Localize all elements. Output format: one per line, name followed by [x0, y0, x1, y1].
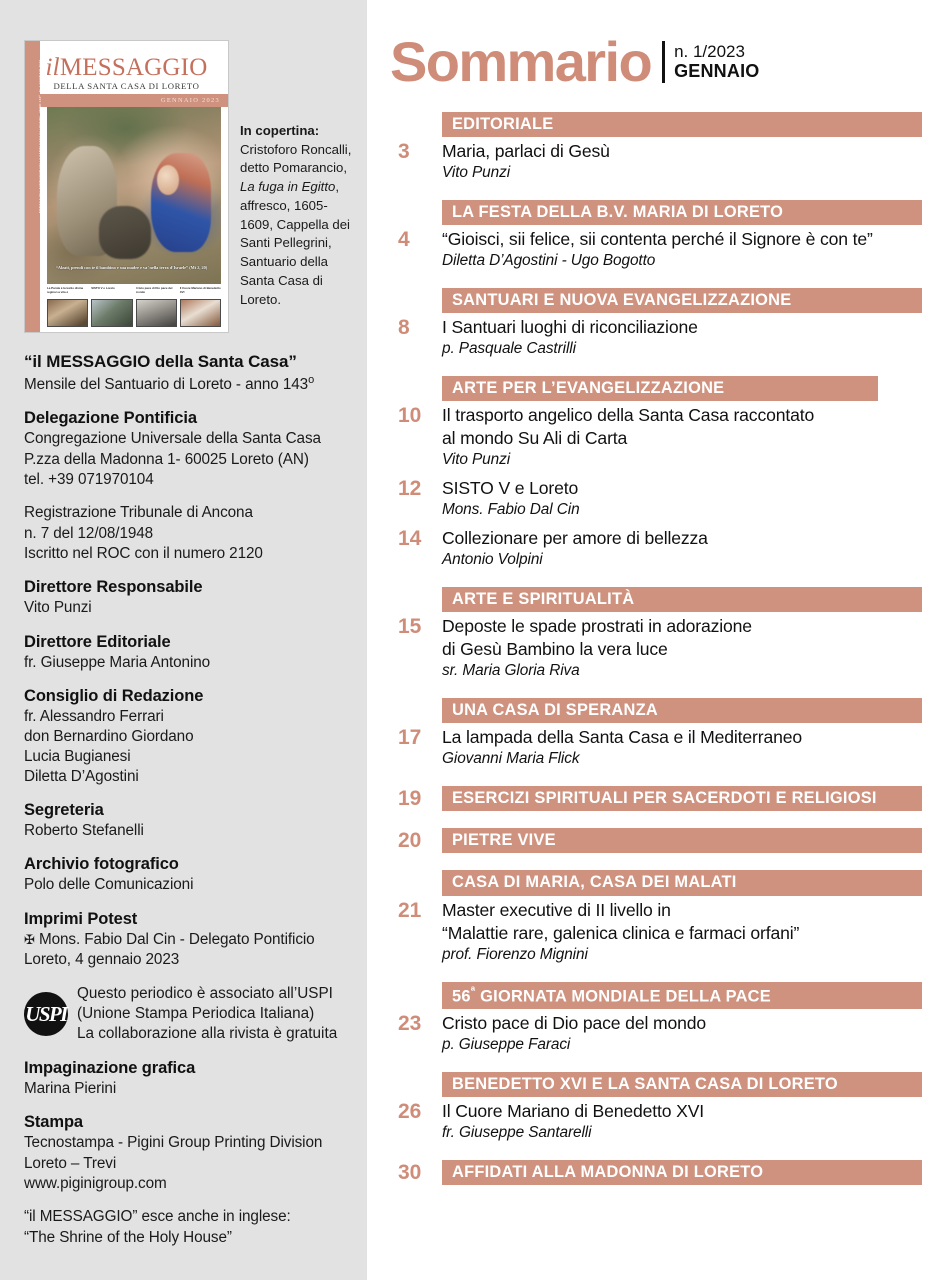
- layout-name: Marina Pierini: [24, 1079, 117, 1097]
- entry-author: prof. Fiorenzo Mignini: [442, 945, 588, 963]
- issue-month: GENNAIO: [674, 61, 760, 82]
- toc-section-header[interactable]: [390, 1072, 942, 1097]
- entry-title: al mondo Su Ali di Carta: [442, 427, 628, 448]
- toc-section-header[interactable]: [390, 1160, 942, 1185]
- table-of-contents: [390, 0, 942, 1280]
- section-title-bar: ARTE PER L’EVANGELIZZAZIONE: [442, 376, 878, 401]
- section-spacer: [390, 681, 942, 698]
- ordinal-suffix: ª: [470, 983, 476, 998]
- cover-thumbnail: [47, 287, 88, 327]
- colophon-registration-block: [24, 503, 354, 564]
- toc-section-header[interactable]: [390, 982, 942, 1010]
- cover-scripture-quote: “Alzati, prendi con te il bambino e sua madre e va’ nella terra d’Israele” (Mt 2, 20): [55, 265, 208, 271]
- entry-title: La lampada della Santa Casa e il Mediterraneo: [442, 727, 803, 748]
- entry-title: “Malattie rare, galenica clinica e farmaci orfani”: [442, 922, 800, 943]
- toc-entry[interactable]: [390, 1100, 942, 1143]
- toc-section-header[interactable]: [390, 200, 942, 225]
- cover-issue-date: GENNAIO 2023: [160, 97, 220, 104]
- layout-heading: Impaginazione grafica: [24, 1058, 196, 1077]
- toc-section-header[interactable]: [390, 698, 942, 723]
- toc-entry[interactable]: [390, 404, 942, 470]
- cover-thumbnail-caption: La Parola è la lectio divina regina La vita è: [47, 287, 84, 294]
- toc-section-header[interactable]: [390, 786, 942, 811]
- entry-spacer: [390, 520, 942, 527]
- printer-line-1: Tecnostampa - Pigini Group Printing Division: [24, 1134, 323, 1152]
- delegation-phone: tel. +39 071970104: [24, 470, 154, 488]
- toc-section-header[interactable]: [390, 587, 942, 612]
- cover-thumbnail-strip: [25, 284, 228, 332]
- editorial-board-member: fr. Alessandro Ferrari: [24, 708, 164, 726]
- section-spacer: [390, 965, 942, 982]
- colophon-managing-director-block: [24, 577, 354, 618]
- section-title-bar: BENEDETTO XVI E LA SANTA CASA DI LORETO: [442, 1072, 922, 1097]
- printer-line-2: Loreto – Trevi: [24, 1154, 117, 1172]
- header-divider: [662, 41, 665, 83]
- section-page-number: [390, 698, 442, 699]
- cover-spine: [25, 41, 40, 332]
- entry-title: SISTO V e Loreto: [442, 478, 579, 499]
- toc-section-header[interactable]: [390, 112, 942, 137]
- cover-thumbnail-image: [47, 299, 88, 327]
- entry-page-number: 10: [398, 403, 422, 427]
- entry-body: [442, 1012, 942, 1055]
- entry-title: Master executive di II livello in: [442, 899, 671, 920]
- colophon-layout-block: [24, 1058, 354, 1099]
- section-spacer: [390, 570, 942, 587]
- cover-spine-text: MENSILE DEL SANTUARIO DELLA SANTA CASA DI LORETO · ANNO 143º · N. 1 GENNAIO 2023: [38, 59, 42, 213]
- section-page-number: [390, 288, 442, 289]
- issue-info: [674, 36, 759, 81]
- english-edition-line-1: “il MESSAGGIO” esce anche in inglese:: [24, 1208, 291, 1226]
- colophon-delegation-block: [24, 408, 354, 490]
- cover-thumbnail: [91, 287, 132, 327]
- uspi-logo-text: USPI: [25, 1001, 67, 1026]
- section-spacer: [390, 271, 942, 288]
- cover-masthead-il: il: [45, 54, 60, 81]
- editorial-director-name: fr. Giuseppe Maria Antonino: [24, 653, 211, 671]
- toc-section-header[interactable]: [390, 376, 942, 401]
- cover-caption: [240, 122, 352, 309]
- cover-thumbnail-image: [180, 299, 221, 327]
- toc-entry[interactable]: [390, 899, 942, 965]
- delegation-heading: Delegazione Pontificia: [24, 409, 197, 428]
- section-title-bar: UNA CASA DI SPERANZA: [442, 698, 922, 723]
- entry-author: Giovanni Maria Flick: [442, 750, 580, 768]
- entry-page-number: 12: [398, 477, 422, 501]
- cover-issue-band: [25, 94, 228, 107]
- uspi-line-3: La collaborazione alla rivista è gratuita: [77, 1025, 338, 1043]
- cover-masthead: [25, 41, 228, 91]
- uspi-block: [24, 984, 354, 1045]
- toc-entry[interactable]: [390, 228, 942, 271]
- cover-thumbnail-caption: Cristo pace di Dio pace del mondo: [135, 287, 173, 294]
- entry-spacer: [390, 470, 942, 477]
- section-page-number: [390, 870, 442, 871]
- magazine-cover: [24, 40, 229, 333]
- section-page-number: [390, 1072, 442, 1073]
- entry-page-number: 21: [398, 898, 422, 922]
- section-title-bar: $56^ª$ GIORNATA MONDIALE DELLA PACE: [442, 982, 922, 1010]
- cover-caption-artwork-title: La fuga in Egitto: [240, 179, 336, 195]
- entry-author: Mons. Fabio Dal Cin: [442, 501, 580, 519]
- managing-director-heading: Direttore Responsabile: [24, 578, 203, 597]
- colophon-title: “il MESSAGGIO della Santa Casa”: [24, 352, 297, 371]
- cover-thumbnail-caption: SISTO V e Loreto: [91, 287, 115, 290]
- entry-page-number: 8: [398, 315, 410, 339]
- entry-body: [442, 899, 942, 965]
- entry-title: Cristo pace di Dio pace del mondo: [442, 1013, 706, 1034]
- colophon-imprimatur-block: [24, 909, 354, 971]
- toc-entry[interactable]: [390, 726, 942, 769]
- entry-author: p. Pasquale Castrilli: [442, 339, 576, 357]
- uspi-line-1: Questo periodico è associato all’USPI: [77, 984, 333, 1002]
- toc-header: [390, 0, 942, 93]
- entry-page-number: 23: [398, 1012, 422, 1036]
- entry-title: Collezionare per amore di bellezza: [442, 528, 708, 549]
- section-title-bar: SANTUARI E NUOVA EVANGELIZZAZIONE: [442, 288, 922, 313]
- entry-author: p. Giuseppe Faraci: [442, 1036, 571, 1054]
- toc-entry[interactable]: [390, 527, 942, 570]
- colophon-photo-archive-block: [24, 854, 354, 895]
- delegation-line-1: Congregazione Universale della Santa Casa: [24, 430, 321, 448]
- printer-heading: Stampa: [24, 1113, 84, 1132]
- entry-author: Vito Punzi: [442, 163, 511, 181]
- entry-author: Vito Punzi: [442, 451, 511, 469]
- entry-page-number: 17: [398, 726, 422, 750]
- entry-title: I Santuari luoghi di riconciliazione: [442, 316, 698, 337]
- colophon-subtitle: [24, 373, 354, 395]
- toc-section-header[interactable]: [390, 828, 942, 853]
- colophon-printer-block: [24, 1112, 354, 1194]
- section-page-number: [390, 982, 442, 983]
- entry-body: [442, 140, 942, 183]
- toc-entry[interactable]: [390, 140, 942, 183]
- secretariat-name: Roberto Stefanelli: [24, 821, 144, 839]
- cover-artwork: [47, 107, 221, 284]
- colophon-sidebar: [0, 0, 367, 1280]
- entry-page-number: 26: [398, 1100, 422, 1124]
- section-spacer: [390, 1055, 942, 1072]
- entry-author: fr. Giuseppe Santarelli: [442, 1124, 592, 1142]
- cover-thumbnail: [180, 287, 221, 327]
- entry-title: Deposte le spade prostrati in adorazione: [442, 616, 752, 637]
- section-page-number: 20: [398, 829, 422, 853]
- section-title-bar: EDITORIALE: [442, 112, 922, 137]
- page-title: Sommario: [390, 30, 652, 93]
- cover-thumbnail: [136, 287, 177, 327]
- section-page-number: 30: [398, 1161, 422, 1185]
- registration-line-1: Registrazione Tribunale di Ancona: [24, 504, 253, 522]
- cover-masthead-title: [31, 55, 222, 80]
- editorial-board-heading: Consiglio di Redazione: [24, 687, 204, 706]
- entry-title: Il Cuore Mariano di Benedetto XVI: [442, 1101, 705, 1122]
- cover-masthead-subtitle: DELLA SANTA CASA DI LORETO: [53, 81, 200, 91]
- cover-caption-line2: , affresco, 1605-1609, Cappella dei Santi Pellegrini, Santuario della Santa Casa di Loreto.: [240, 179, 350, 307]
- section-spacer: [390, 853, 942, 870]
- section-title-bar: AFFIDATI ALLA MADONNA DI LORETO: [442, 1160, 922, 1185]
- secretariat-heading: Segreteria: [24, 800, 104, 819]
- entry-title: di Gesù Bambino la vera luce: [442, 639, 668, 660]
- colophon-subtitle-ordinal: o: [308, 373, 315, 386]
- section-page-number: 19: [398, 787, 422, 811]
- entry-body: [442, 477, 942, 520]
- section-spacer: [390, 359, 942, 376]
- entry-body: [442, 527, 942, 570]
- cover-caption-line1: Cristoforo Roncalli, detto Pomarancio,: [240, 141, 352, 176]
- managing-director-name: Vito Punzi: [24, 599, 92, 617]
- editorial-board-member: Lucia Bugianesi: [24, 748, 131, 766]
- printer-website[interactable]: www.piginigroup.com: [24, 1174, 167, 1192]
- colophon: [24, 351, 354, 1248]
- entry-page-number: 4: [398, 227, 410, 251]
- section-title-bar: PIETRE VIVE: [442, 828, 922, 853]
- section-page-number: [390, 376, 442, 377]
- editorial-director-heading: Direttore Editoriale: [24, 632, 171, 651]
- entry-author: Diletta D’Agostini - Ugo Bogotto: [442, 251, 656, 269]
- cover-thumbnail-image: [91, 299, 132, 327]
- entry-body: [442, 228, 942, 271]
- issue-number: n. 1/2023: [674, 42, 745, 61]
- section-title-bar: CASA DI MARIA, CASA DEI MALATI: [442, 870, 922, 895]
- imprimatur-heading: Imprimi Potest: [24, 909, 138, 928]
- section-page-number: [390, 587, 442, 588]
- colophon-english-edition-block: [24, 1207, 354, 1248]
- section-title-bar: ESERCIZI SPIRITUALI PER SACERDOTI E RELIGIOSI: [442, 786, 922, 811]
- colophon-secretariat-block: [24, 800, 354, 841]
- imprimatur-line-2: Loreto, 4 gennaio 2023: [24, 951, 180, 969]
- colophon-editorial-board-block: [24, 686, 354, 787]
- uspi-line-2: (Unione Stampa Periodica Italiana): [77, 1004, 315, 1022]
- entry-body: [442, 1100, 942, 1143]
- section-page-number: [390, 112, 442, 113]
- toc-section-header[interactable]: [390, 870, 942, 895]
- entry-author: sr. Maria Gloria Riva: [442, 662, 580, 680]
- section-spacer: [390, 1143, 942, 1160]
- entry-page-number: 3: [398, 139, 410, 163]
- uspi-text: [77, 984, 337, 1045]
- colophon-editorial-director-block: [24, 632, 354, 673]
- photo-archive-name: Polo delle Comunicazioni: [24, 876, 194, 894]
- cover-masthead-main: MESSAGGIO: [59, 54, 208, 81]
- cover-thumbnail-image: [136, 299, 177, 327]
- toc-entry[interactable]: [390, 1012, 942, 1055]
- entry-body: [442, 726, 942, 769]
- editorial-board-member: Diletta D’Agostini: [24, 768, 139, 785]
- colophon-masthead-block: [24, 351, 354, 395]
- toc-section-list: [390, 112, 942, 1186]
- section-title-bar: ARTE E SPIRITUALITÀ: [442, 587, 922, 612]
- section-title-bar: LA FESTA DELLA B.V. MARIA DI LORETO: [442, 200, 922, 225]
- section-spacer: [390, 811, 942, 828]
- delegation-line-2: P.zza della Madonna 1- 60025 Loreto (AN): [24, 450, 309, 468]
- section-spacer: [390, 769, 942, 786]
- colophon-subtitle-text: Mensile del Santuario di Loreto - anno 143: [24, 375, 309, 393]
- cover-caption-label: In copertina:: [240, 123, 320, 138]
- entry-page-number: 15: [398, 615, 422, 639]
- editorial-board-member: don Bernardino Giordano: [24, 728, 194, 746]
- toc-entry[interactable]: [390, 615, 942, 681]
- entry-body: [442, 404, 942, 470]
- entry-body: [442, 316, 942, 359]
- registration-line-2: n. 7 del 12/08/1948: [24, 524, 154, 542]
- imprimatur-line-1: [24, 930, 354, 950]
- entry-body: [442, 615, 942, 681]
- entry-author: Antonio Volpini: [442, 551, 543, 569]
- section-page-number: [390, 200, 442, 201]
- entry-title: Il trasporto angelico della Santa Casa raccontato: [442, 404, 815, 425]
- photo-archive-heading: Archivio fotografico: [24, 855, 179, 874]
- cover-figure-donkey: [99, 206, 151, 259]
- registration-line-3: Iscritto nel ROC con il numero 2120: [24, 545, 263, 563]
- entry-title: “Gioisci, sii felice, sii contenta perché il Signore è con te”: [442, 228, 873, 249]
- entry-title: Maria, parlaci di Gesù: [442, 140, 610, 161]
- toc-section-header[interactable]: [390, 288, 942, 313]
- toc-entry[interactable]: [390, 477, 942, 520]
- cover-thumbnail-caption: Il Cuore Mariano di Benedetto XVI: [179, 287, 221, 294]
- uspi-logo-icon: [24, 992, 68, 1036]
- cross-icon: ✠: [24, 931, 35, 947]
- toc-entry[interactable]: [390, 316, 942, 359]
- english-edition-line-2: “The Shrine of the Holy House”: [24, 1228, 232, 1246]
- section-spacer: [390, 183, 942, 200]
- imprimatur-authority: Mons. Fabio Dal Cin - Delegato Pontificio: [38, 930, 315, 948]
- entry-page-number: 14: [398, 527, 422, 551]
